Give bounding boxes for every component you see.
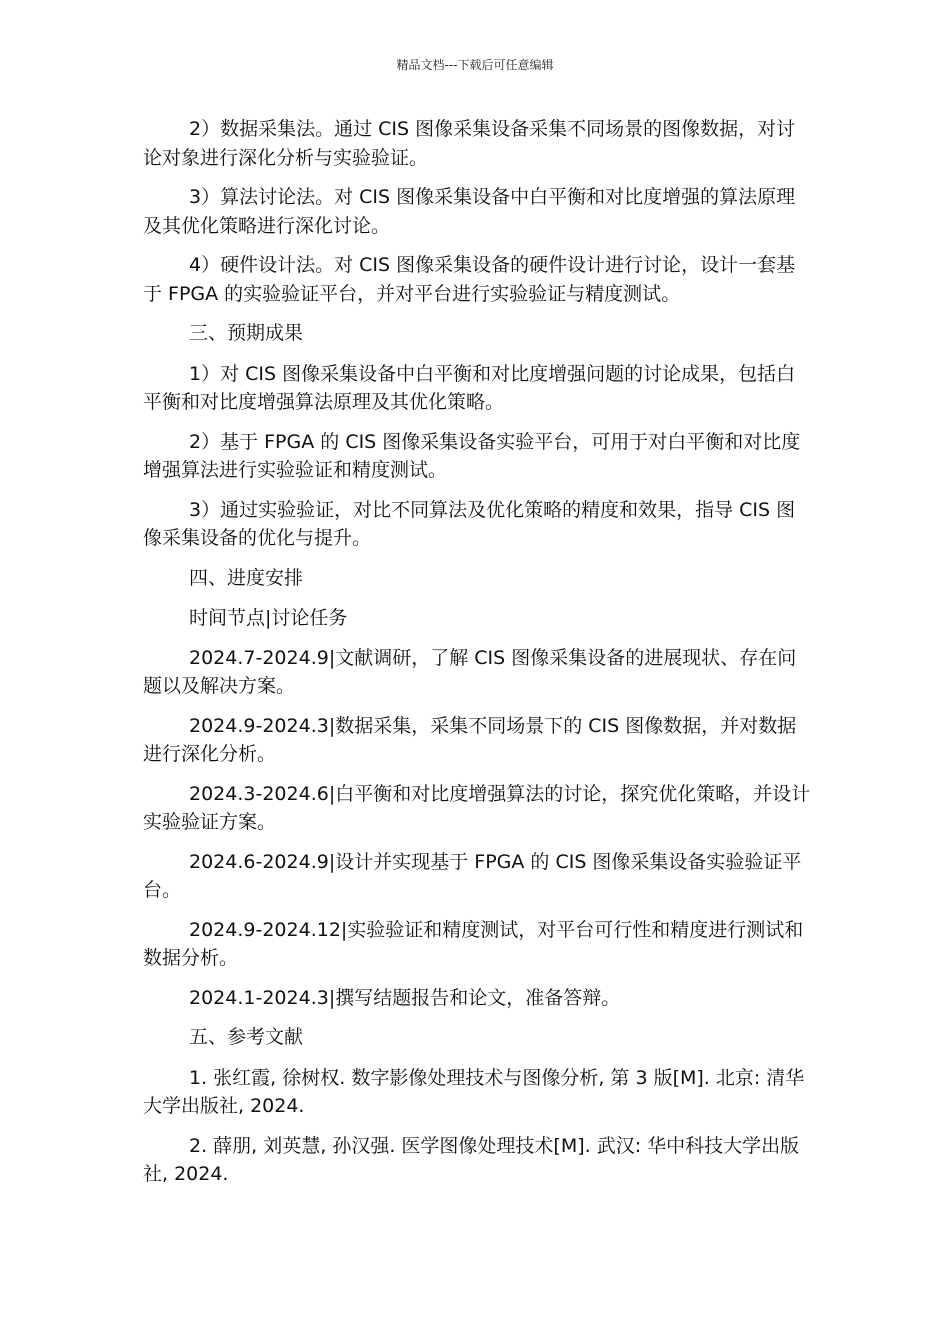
page-header: 精品文档---下载后可任意编辑 — [396, 58, 554, 72]
expected-result-3: 3）通过实验验证，对比不同算法及优化策略的精度和效果，指导 CIS 图像采集设备的优化与提升。 — [143, 498, 796, 549]
schedule-item: 2024.3-2024.6|白平衡和对比度增强算法的讨论，探究优化策略，并设计实验验证方案。 — [143, 782, 811, 833]
schedule-item: 2024.1-2024.3|撰写结题报告和论文，准备答辩。 — [189, 986, 621, 1009]
expected-result-2: 2）基于 FPGA 的 CIS 图像采集设备实验平台，可用于对白平衡和对比度增强算法进行实验验证和精度测试。 — [143, 430, 801, 481]
schedule-item: 2024.7-2024.9|文献调研，了解 CIS 图像采集设备的进展现状、存在问题以及解决方案。 — [143, 646, 797, 697]
reference-item: 2. 薛朋, 刘英慧, 孙汉强. 医学图像处理技术[M]. 武汉: 华中科技大学出版社, 2024. — [143, 1134, 800, 1185]
method-algorithm-discussion: 3）算法讨论法。对 CIS 图像采集设备中白平衡和对比度增强的算法原理及其优化策略进行深化讨论。 — [143, 186, 796, 237]
schedule-item: 2024.9-2024.3|数据采集，采集不同场景下的 CIS 图像数据，并对数据进行深化分析。 — [143, 714, 797, 765]
document-body — [143, 115, 811, 1200]
section-heading-references: 五、参考文献 — [189, 1026, 304, 1048]
method-hardware-design: 4）硬件设计法。对 CIS 图像采集设备的硬件设计进行讨论，设计一套基于 FPGA 的实验验证平台，并对平台进行实验验证与精度测试。 — [143, 254, 796, 305]
expected-result-1: 1）对 CIS 图像采集设备中白平衡和对比度增强问题的讨论成果，包括白平衡和对比度增强算法原理及其优化策略。 — [143, 362, 796, 413]
schedule-item: 2024.9-2024.12|实验验证和精度测试，对平台可行性和精度进行测试和数据分析。 — [143, 918, 804, 969]
section-heading-expected-results: 三、预期成果 — [189, 322, 304, 344]
reference-item: 1. 张红霞, 徐树权. 数字影像处理技术与图像分析, 第 3 版[M]. 北京: 清华大学出版社, 2024. — [143, 1066, 805, 1117]
schedule-header: 时间节点|讨论任务 — [189, 607, 348, 629]
schedule-item: 2024.6-2024.9|设计并实现基于 FPGA 的 CIS 图像采集设备实验验证平台。 — [143, 850, 802, 901]
method-data-collection: 2）数据采集法。通过 CIS 图像采集设备采集不同场景的图像数据，对讨论对象进行深化分析与实验验证。 — [143, 118, 796, 169]
section-heading-schedule: 四、进度安排 — [189, 566, 304, 589]
